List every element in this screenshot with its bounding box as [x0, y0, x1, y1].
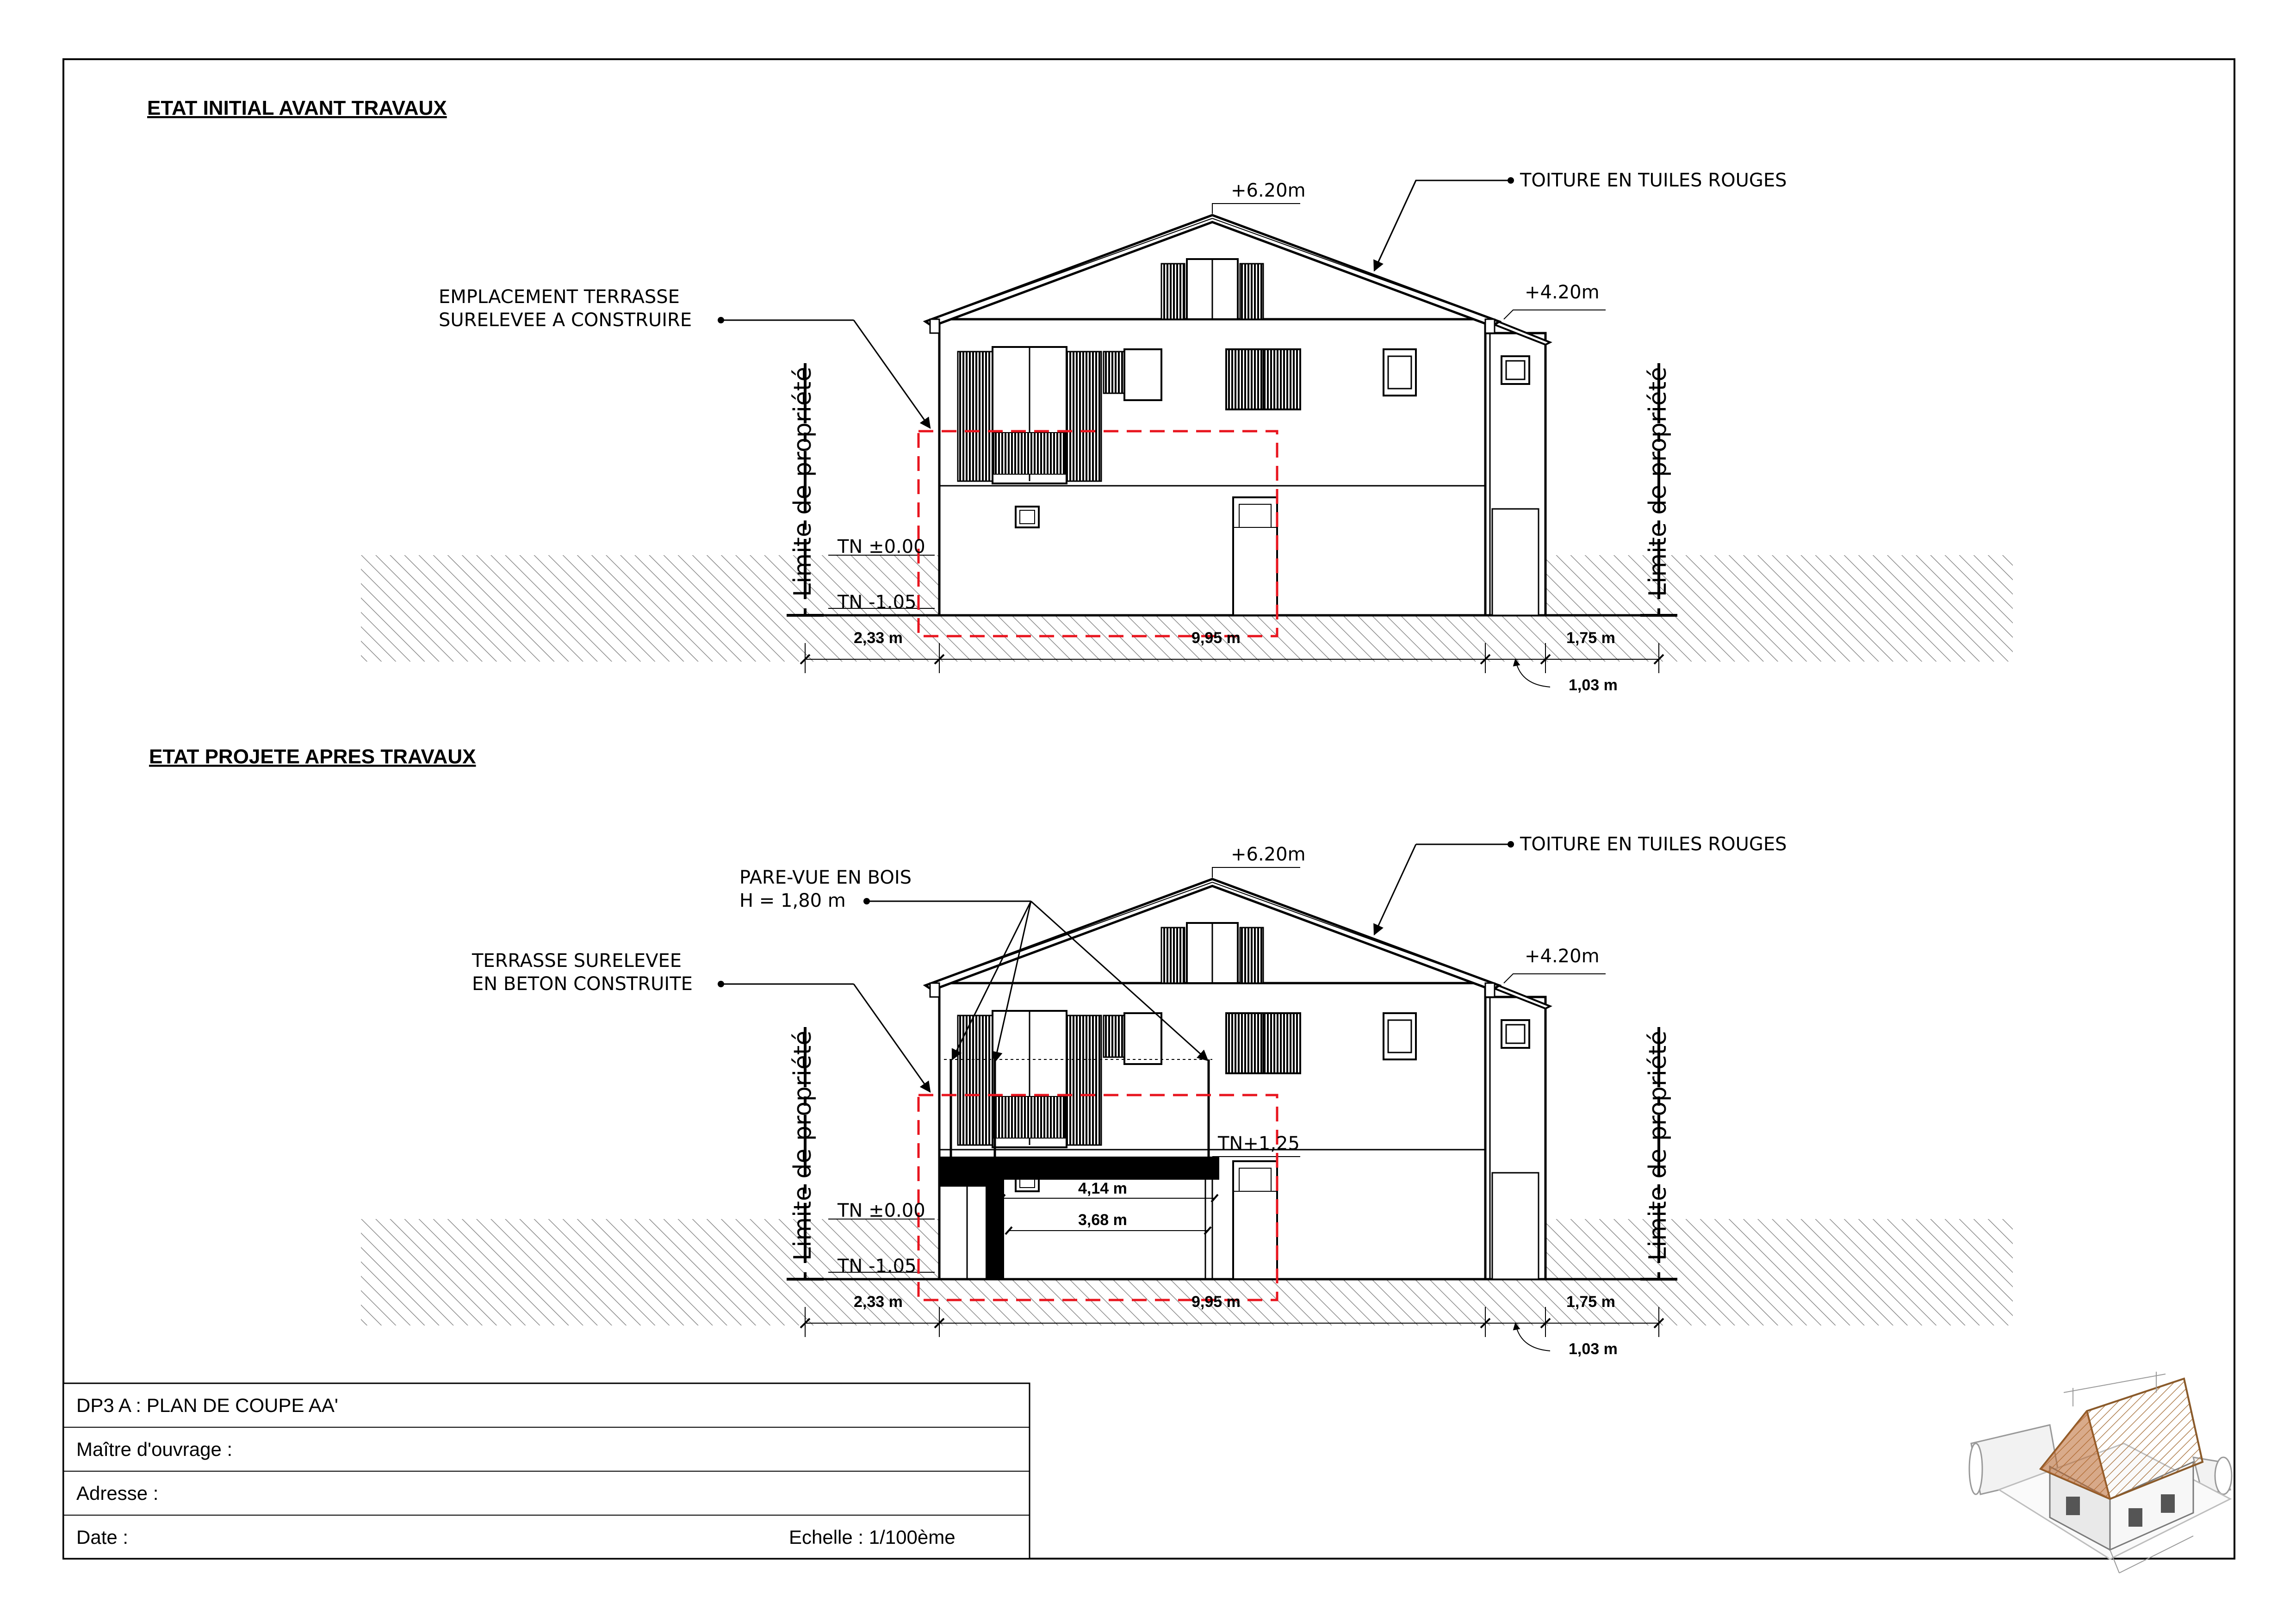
title-block-owner: Maître d'ouvrage :: [76, 1438, 233, 1460]
tn-lower: TN -1.05: [838, 592, 917, 613]
house-under-construction-illustration: [1969, 1372, 2232, 1573]
title-block: [63, 1383, 1030, 1559]
dim-terrace-inner: 3,68 m: [1078, 1211, 1127, 1229]
title-block-date: Date :: [76, 1526, 129, 1548]
section-title: ETAT PROJETE APRES TRAVAUX: [149, 745, 476, 768]
terrace-note-line2: SURELEVEE A CONSTRUIRE: [439, 310, 692, 331]
dim-right-small: 1,03 m: [1569, 676, 1618, 694]
ridge-level: +6.20m: [1231, 844, 1306, 865]
dim-right: 1,75 m: [1566, 1293, 1615, 1311]
property-limit-right: Limite de propriété: [1644, 1030, 1672, 1261]
eave-level: +4.20m: [1525, 282, 1600, 303]
roof-note: TOITURE EN TUILES ROUGES: [1520, 170, 1787, 191]
tn-upper: TN ±0.00: [838, 536, 925, 557]
dim-left: 2,33 m: [854, 1293, 903, 1311]
title-block-address: Adresse :: [76, 1482, 159, 1504]
dim-main: 9,95 m: [1191, 1293, 1241, 1311]
section-projected: [149, 745, 2013, 1358]
property-limit-right: Limite de propriété: [1644, 366, 1672, 597]
property-limit-left: Limite de propriété: [789, 366, 817, 597]
dim-left: 2,33 m: [854, 629, 903, 647]
dim-right: 1,75 m: [1566, 629, 1615, 647]
ridge-level: +6.20m: [1231, 180, 1306, 201]
property-limit-left: Limite de propriété: [789, 1030, 817, 1261]
tn-lower: TN -1.05: [838, 1256, 917, 1277]
roof-note: TOITURE EN TUILES ROUGES: [1520, 834, 1787, 855]
terrace-level: TN+1,25: [1218, 1133, 1300, 1154]
title-block-scale: Echelle : 1/100ème: [789, 1526, 956, 1548]
dim-main: 9,95 m: [1191, 629, 1241, 647]
dim-terrace-top: 4,14 m: [1078, 1180, 1127, 1197]
terrace-note-line1: EMPLACEMENT TERRASSE: [439, 286, 680, 308]
section-initial: [147, 97, 2013, 694]
sheet-border: [63, 59, 2234, 1559]
terrace-note-line1: TERRASSE SURELEVEE: [472, 950, 682, 972]
eave-level: +4.20m: [1525, 946, 1600, 967]
screen-note-line2: H = 1,80 m: [739, 890, 846, 911]
terrace-note-line2: EN BETON CONSTRUITE: [472, 973, 693, 995]
dim-right-small: 1,03 m: [1569, 1340, 1618, 1358]
title-block-drawing: DP3 A : PLAN DE COUPE AA': [76, 1394, 338, 1416]
section-title: ETAT INITIAL AVANT TRAVAUX: [147, 97, 447, 119]
tn-upper: TN ±0.00: [838, 1200, 925, 1221]
screen-note-line1: PARE-VUE EN BOIS: [739, 867, 912, 888]
